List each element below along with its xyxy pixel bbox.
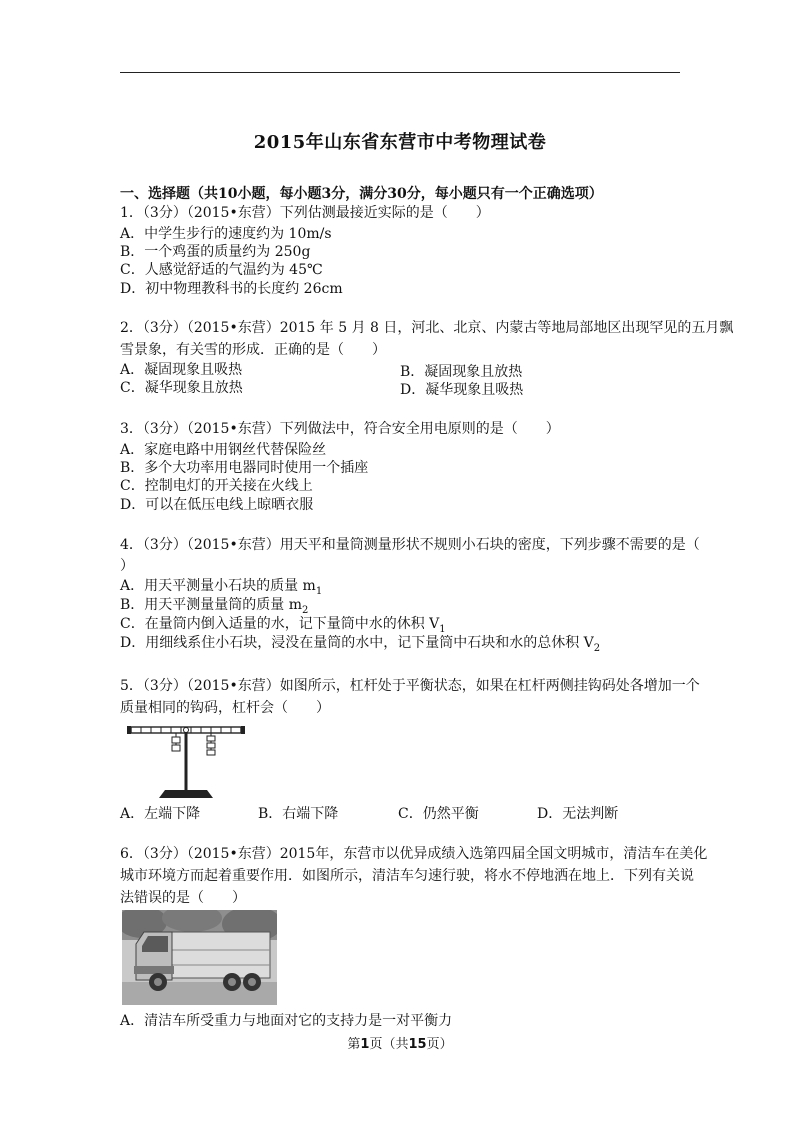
header-rule bbox=[120, 72, 680, 73]
q1-option-c: C．人感觉舒适的气温约为 45℃ bbox=[120, 262, 323, 278]
q6-option-a: A．清洁车所受重力与地面对它的支持力是一对平衡力 bbox=[120, 1013, 453, 1029]
q5-option-a: A．左端下降 bbox=[120, 806, 201, 822]
q1-option-d: D．初中物理教科书的长度约 26cm bbox=[120, 281, 343, 297]
q4-option-a: A．用天平测量小石块的质量 $m_1$ bbox=[120, 578, 323, 597]
cleaning-truck-photo bbox=[122, 910, 277, 1005]
page-title: 2015年山东省东营市中考物理试卷 bbox=[253, 132, 547, 153]
lever-balance-figure bbox=[125, 718, 250, 802]
q1-option-b: B．一个鸡蛋的质量约为 250g bbox=[120, 244, 311, 260]
q2-option-b: B．凝固现象且放热 bbox=[400, 364, 523, 380]
q2-option-d: D．凝华现象且吸热 bbox=[400, 382, 524, 398]
q3-option-d: D．可以在低压电线上晾晒衣服 bbox=[120, 497, 314, 513]
q2-option-c: C．凝华现象且放热 bbox=[120, 380, 243, 396]
q4-stem-line2: ） bbox=[120, 558, 134, 574]
page-footer: 第1页（共15页） bbox=[347, 1037, 453, 1052]
q2-stem-line1: 2．（3分）（2015•东营）2015 年 5 月 8 日，河北、北京、内蒙古等地局部地区出现罕见的五月飘 bbox=[120, 320, 734, 336]
q3-option-c: C．控制电灯的开关接在火线上 bbox=[120, 478, 313, 494]
q5-stem-line2: 质量相同的钩码，杠杆会（ ） bbox=[120, 700, 330, 716]
q3-option-a: A．家庭电路中用钢丝代替保险丝 bbox=[120, 442, 327, 458]
q5-option-c: C．仍然平衡 bbox=[398, 806, 479, 822]
q4-stem-line1: 4．（3分）（2015•东营）用天平和量筒测量形状不规则小石块的密度，下列步骤不需要的是（ bbox=[120, 537, 700, 553]
section-heading: 一、选择题（共10小题，每小题3分，满分30分，每小题只有一个正确选项） bbox=[120, 186, 603, 202]
q3-stem: 3．（3分）（2015•东营）下列做法中，符合安全用电原则的是（ ） bbox=[120, 421, 560, 437]
q4-option-b: B．用天平测量量筒的质量 $m_2$ bbox=[120, 597, 309, 616]
q3-option-b: B．多个大功率用电器同时使用一个插座 bbox=[120, 460, 369, 476]
q6-stem-line2: 城市环境方而起着重要作用．如图所示，清洁车匀速行驶，将水不停地洒在地上．下列有关说 bbox=[120, 868, 694, 884]
q5-option-d: D．无法判断 bbox=[537, 806, 619, 822]
q4-option-c: C．在量筒内倒入适量的水，记下量筒中水的休积 $V_1$ bbox=[120, 616, 446, 635]
q4-option-d: D．用细线系住小石块，浸没在量筒的水中，记下量筒中石块和水的总休积 $V_2$ bbox=[120, 635, 601, 654]
q1-stem: 1．（3分）（2015•东营）下列估测最接近实际的是（ ） bbox=[120, 205, 490, 221]
q6-stem-line1: 6．（3分）（2015•东营）2015年，东营市以优异成绩入选第四届全国文明城市，清洁车在美化 bbox=[120, 846, 708, 862]
q2-stem-line2: 雪景象，有关雪的形成．正确的是（ ） bbox=[120, 342, 386, 358]
q5-stem-line1: 5．（3分）（2015•东营）如图所示，杠杆处于平衡状态，如果在杠杆两侧挂钩码处各增加一个 bbox=[120, 678, 700, 694]
q6-stem-line3: 法错误的是（ ） bbox=[120, 890, 246, 906]
q1-option-a: A．中学生步行的速度约为 10m/s bbox=[120, 226, 332, 242]
q5-option-b: B．右端下降 bbox=[258, 806, 339, 822]
q2-option-a: A．凝固现象且吸热 bbox=[120, 362, 243, 378]
